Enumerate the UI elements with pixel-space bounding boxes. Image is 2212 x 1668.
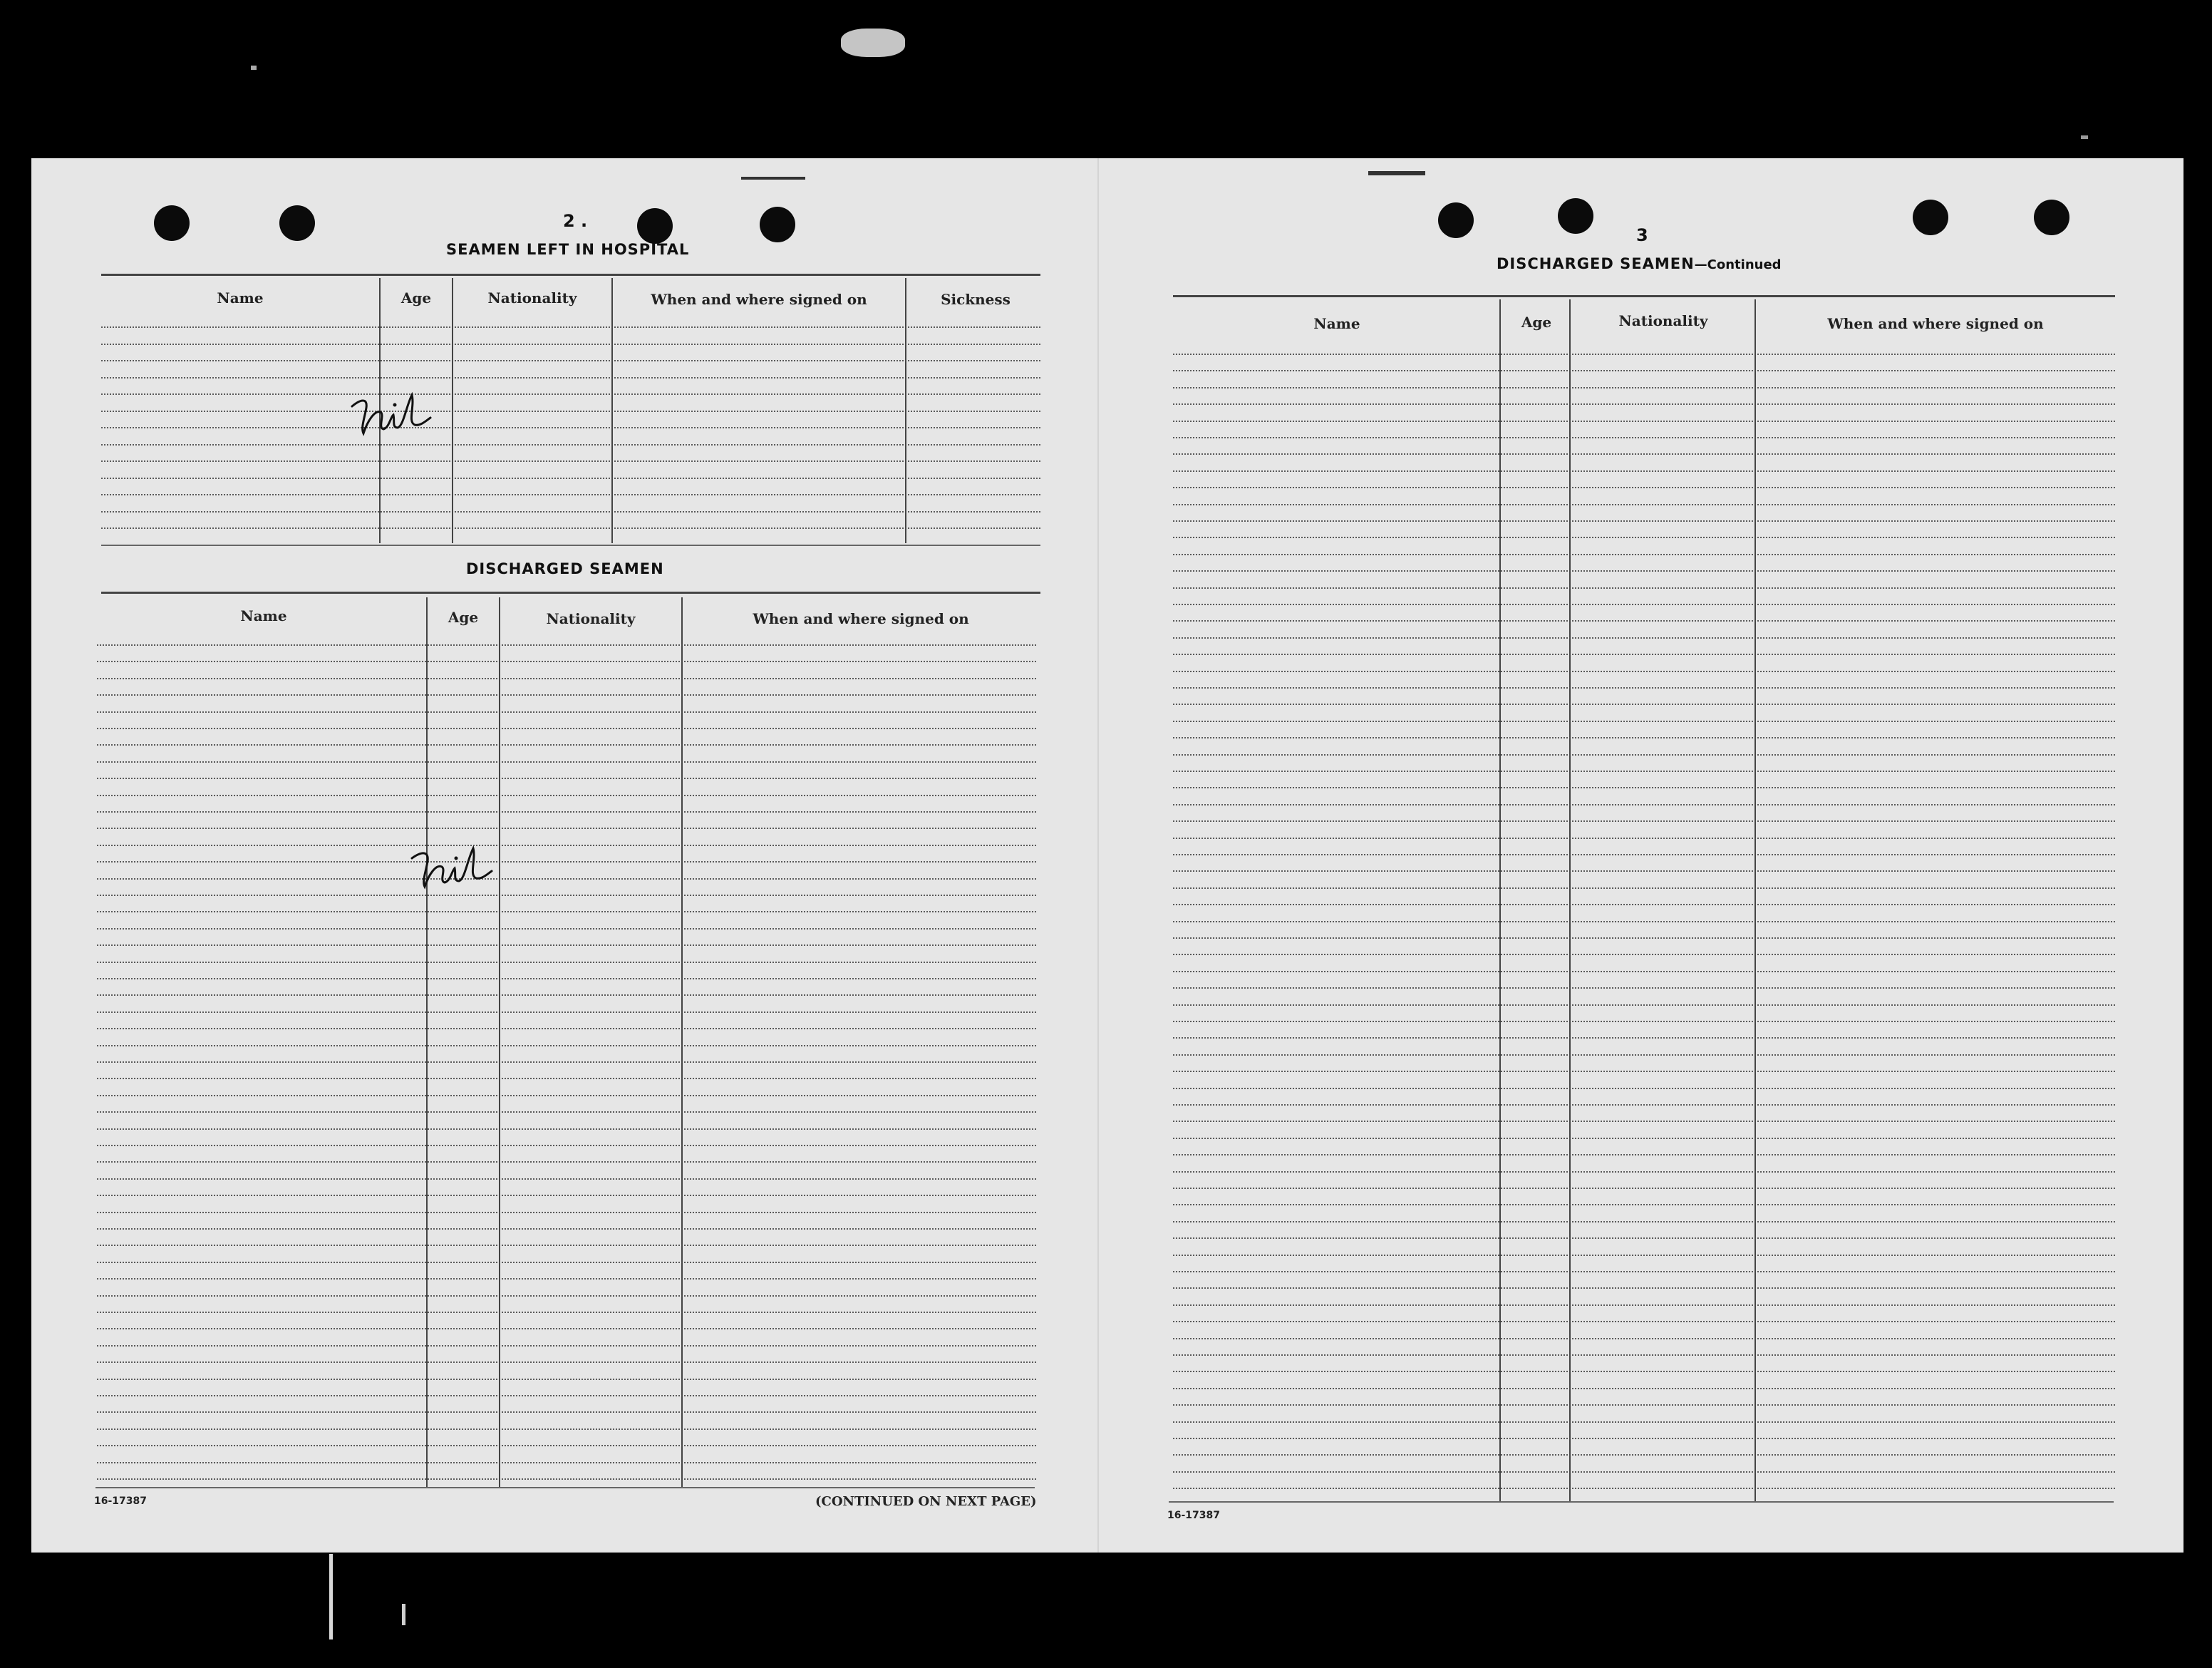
- table-row-line: [97, 1145, 1036, 1146]
- punch-hole: [154, 205, 190, 241]
- table-row-line: [1173, 1154, 2115, 1155]
- table-row-line: [97, 1161, 1036, 1163]
- table-column-line: [905, 278, 906, 543]
- punch-hole: [637, 208, 673, 244]
- table-row-line: [1173, 1071, 2115, 1072]
- table-row-line: [1173, 1121, 2115, 1122]
- table-row-line: [1173, 354, 2115, 355]
- handwritten-nil-mark: [406, 834, 506, 898]
- table-row-line: [1173, 1171, 2115, 1173]
- table-row-line: [97, 994, 1036, 996]
- table-row-line: [97, 1295, 1036, 1297]
- col-header-nationality: Nationality: [546, 610, 636, 627]
- table-row-line: [1173, 570, 2115, 572]
- table-row-line: [97, 1228, 1036, 1230]
- table-row-line: [1173, 904, 2115, 905]
- table-row-line: [97, 1312, 1036, 1313]
- table-column-line: [1754, 299, 1756, 1501]
- right-top-rule: [1173, 295, 2115, 297]
- table-row-line: [97, 1061, 1036, 1063]
- table-row-line: [1173, 838, 2115, 839]
- table-row-line: [1173, 754, 2115, 756]
- table-row-line: [97, 1045, 1036, 1046]
- table-row-line: [1173, 1088, 2115, 1089]
- right-bottom-rule: [1169, 1501, 2114, 1503]
- table-row-line: [1173, 1471, 2115, 1473]
- table-row-line: [1173, 470, 2115, 472]
- table-row-line: [1173, 854, 2115, 855]
- table-row-line: [97, 1245, 1036, 1246]
- table-row-line: [101, 444, 1040, 446]
- table-row-line: [97, 1095, 1036, 1096]
- table-row-line: [1173, 971, 2115, 972]
- punch-hole: [1913, 200, 1948, 235]
- table-row-line: [1173, 1321, 2115, 1322]
- page-number-left: 2 .: [563, 211, 588, 231]
- table-row-line: [1173, 403, 2115, 405]
- table-row-line: [97, 1128, 1036, 1130]
- table-row-line: [1173, 921, 2115, 922]
- table-row-line: [1173, 1004, 2115, 1006]
- discharged-bottom-rule: [95, 1487, 1035, 1488]
- table-row-line: [1173, 1204, 2115, 1205]
- table-row-line: [101, 460, 1040, 462]
- table-row-line: [97, 1195, 1036, 1196]
- table-row-line: [1173, 1188, 2115, 1189]
- discharged-top-rule: [101, 592, 1040, 594]
- table-row-line: [1173, 1438, 2115, 1439]
- table-row-line: [1173, 1237, 2115, 1239]
- col-header-nationality: Nationality: [1618, 312, 1708, 329]
- table-row-line: [1173, 487, 2115, 488]
- col-header-age: Age: [448, 609, 479, 626]
- table-row-line: [1173, 554, 2115, 555]
- table-row-line: [1173, 1271, 2115, 1272]
- col-header-nationality: Nationality: [487, 289, 577, 307]
- table-row-line: [1173, 1354, 2115, 1356]
- table-row-line: [1173, 504, 2115, 505]
- table-column-line: [452, 278, 453, 543]
- table-row-line: [97, 911, 1036, 912]
- table-row-line: [97, 861, 1036, 863]
- table-row-line: [1173, 453, 2115, 455]
- table-row-line: [97, 1462, 1036, 1463]
- scan-speck: [2081, 135, 2088, 139]
- punch-hole: [279, 205, 315, 241]
- table-column-line: [499, 597, 500, 1487]
- table-row-line: [1173, 620, 2115, 622]
- table-row-line: [101, 427, 1040, 428]
- table-row-line: [97, 1078, 1036, 1079]
- table-row-line: [97, 1178, 1036, 1180]
- table-row-line: [97, 828, 1036, 829]
- table-row-line: [97, 661, 1036, 662]
- table-row-line: [1173, 1138, 2115, 1139]
- scan-speck: [402, 1604, 405, 1625]
- table-row-line: [101, 393, 1040, 395]
- table-row-line: [97, 644, 1036, 646]
- scan-speck: [841, 29, 905, 57]
- table-row-line: [1173, 604, 2115, 605]
- table-row-line: [97, 962, 1036, 963]
- table-row-line: [97, 944, 1036, 946]
- table-column-line: [681, 597, 683, 1487]
- table-row-line: [1173, 1221, 2115, 1222]
- table-row-line: [1173, 1104, 2115, 1106]
- table-row-line: [101, 511, 1040, 513]
- table-row-line: [1173, 1371, 2115, 1372]
- ink-mark: [741, 177, 805, 180]
- table-row-line: [101, 377, 1040, 379]
- table-row-line: [97, 678, 1036, 679]
- table-row-line: [97, 928, 1036, 930]
- table-row-line: [97, 878, 1036, 880]
- table-row-line: [97, 761, 1036, 763]
- table-row-line: [97, 845, 1036, 846]
- table-column-line: [611, 278, 613, 543]
- table-row-line: [1173, 654, 2115, 655]
- punch-hole: [2034, 200, 2069, 235]
- form-number-left: 16-17387: [94, 1495, 147, 1507]
- scan-speck: [329, 1554, 333, 1639]
- discharged-section-title: DISCHARGED SEAMEN: [466, 560, 664, 577]
- table-row-line: [1173, 1287, 2115, 1289]
- table-row-line: [97, 694, 1036, 696]
- table-row-line: [97, 1361, 1036, 1363]
- page-fold: [1097, 158, 1099, 1553]
- table-row-line: [1173, 520, 2115, 522]
- table-row-line: [97, 1395, 1036, 1396]
- table-row-line: [1173, 387, 2115, 388]
- table-row-line: [1173, 1304, 2115, 1306]
- table-row-line: [1173, 1255, 2115, 1256]
- punch-hole: [1438, 202, 1474, 238]
- page-number-right: 3: [1636, 225, 1648, 245]
- table-row-line: [1173, 820, 2115, 822]
- table-row-line: [101, 478, 1040, 479]
- table-row-line: [97, 1011, 1036, 1013]
- table-row-line: [1173, 437, 2115, 438]
- table-row-line: [97, 1345, 1036, 1347]
- table-row-line: [1173, 587, 2115, 589]
- form-number-right: 16-17387: [1167, 1510, 1220, 1521]
- handwritten-nil-mark: [346, 378, 446, 442]
- table-row-line: [1173, 1488, 2115, 1489]
- table-row-line: [97, 778, 1036, 779]
- col-header-when-where: When and where signed on: [753, 610, 969, 627]
- title-continued: —Continued: [1694, 257, 1782, 272]
- table-row-line: [1173, 1404, 2115, 1406]
- continued-note: (CONTINUED ON NEXT PAGE): [815, 1494, 1037, 1509]
- punch-hole: [1558, 198, 1593, 234]
- table-row-line: [1173, 804, 2115, 805]
- table-row-line: [1173, 721, 2115, 722]
- ink-mark: [1368, 171, 1425, 175]
- table-row-line: [101, 494, 1040, 495]
- table-row-line: [97, 1028, 1036, 1029]
- discharged-continued-title: [1497, 255, 1782, 272]
- table-row-line: [97, 1411, 1036, 1413]
- hospital-top-rule: [101, 274, 1040, 276]
- table-row-line: [101, 360, 1040, 361]
- col-header-name: Name: [240, 607, 287, 624]
- table-row-line: [1173, 787, 2115, 788]
- punch-hole: [760, 207, 795, 242]
- table-row-line: [97, 895, 1036, 896]
- table-row-line: [97, 1212, 1036, 1213]
- table-row-line: [1173, 771, 2115, 772]
- table-row-line: [97, 728, 1036, 729]
- form-sheet: [31, 158, 2183, 1553]
- table-row-line: [1173, 1054, 2115, 1056]
- table-column-line: [426, 597, 428, 1487]
- table-column-line: [1569, 299, 1571, 1501]
- table-row-line: [101, 326, 1040, 328]
- table-row-line: [97, 1478, 1036, 1480]
- col-header-name: Name: [1313, 315, 1360, 332]
- table-row-line: [97, 1379, 1036, 1380]
- table-row-line: [1173, 370, 2115, 371]
- title-text: DISCHARGED SEAMEN: [1497, 255, 1695, 272]
- table-row-line: [1173, 954, 2115, 955]
- table-row-line: [1173, 637, 2115, 639]
- scan-speck: [251, 66, 257, 70]
- table-row-line: [1173, 737, 2115, 738]
- col-header-age: Age: [1521, 314, 1552, 331]
- table-row-line: [97, 978, 1036, 979]
- table-row-line: [1173, 1388, 2115, 1389]
- table-row-line: [1173, 1421, 2115, 1423]
- table-row-line: [1173, 704, 2115, 705]
- table-row-line: [101, 527, 1040, 529]
- table-row-line: [97, 811, 1036, 813]
- table-row-line: [1173, 937, 2115, 939]
- table-row-line: [97, 795, 1036, 796]
- col-header-age: Age: [400, 289, 432, 307]
- table-row-line: [1173, 671, 2115, 672]
- table-column-line: [1499, 299, 1501, 1501]
- col-header-when-where: When and where signed on: [651, 291, 867, 308]
- table-row-line: [101, 344, 1040, 345]
- table-row-line: [1173, 537, 2115, 538]
- table-row-line: [1173, 1454, 2115, 1456]
- table-row-line: [1173, 887, 2115, 889]
- table-row-line: [1173, 421, 2115, 422]
- table-row-line: [1173, 870, 2115, 872]
- table-row-line: [97, 744, 1036, 746]
- col-header-sickness: Sickness: [941, 291, 1011, 308]
- col-header-name: Name: [217, 289, 264, 307]
- table-row-line: [101, 411, 1040, 412]
- table-row-line: [97, 1428, 1036, 1430]
- table-row-line: [97, 1111, 1036, 1113]
- table-row-line: [1173, 1338, 2115, 1339]
- hospital-bottom-rule: [101, 545, 1040, 546]
- hospital-section-title: SEAMEN LEFT IN HOSPITAL: [446, 241, 690, 258]
- table-row-line: [1173, 987, 2115, 989]
- table-row-line: [97, 711, 1036, 713]
- col-header-when-where: When and where signed on: [1827, 315, 2044, 332]
- table-row-line: [97, 1262, 1036, 1263]
- table-row-line: [97, 1278, 1036, 1280]
- table-row-line: [1173, 1021, 2115, 1022]
- table-row-line: [1173, 687, 2115, 689]
- table-row-line: [97, 1445, 1036, 1446]
- table-row-line: [1173, 1037, 2115, 1039]
- table-row-line: [97, 1328, 1036, 1329]
